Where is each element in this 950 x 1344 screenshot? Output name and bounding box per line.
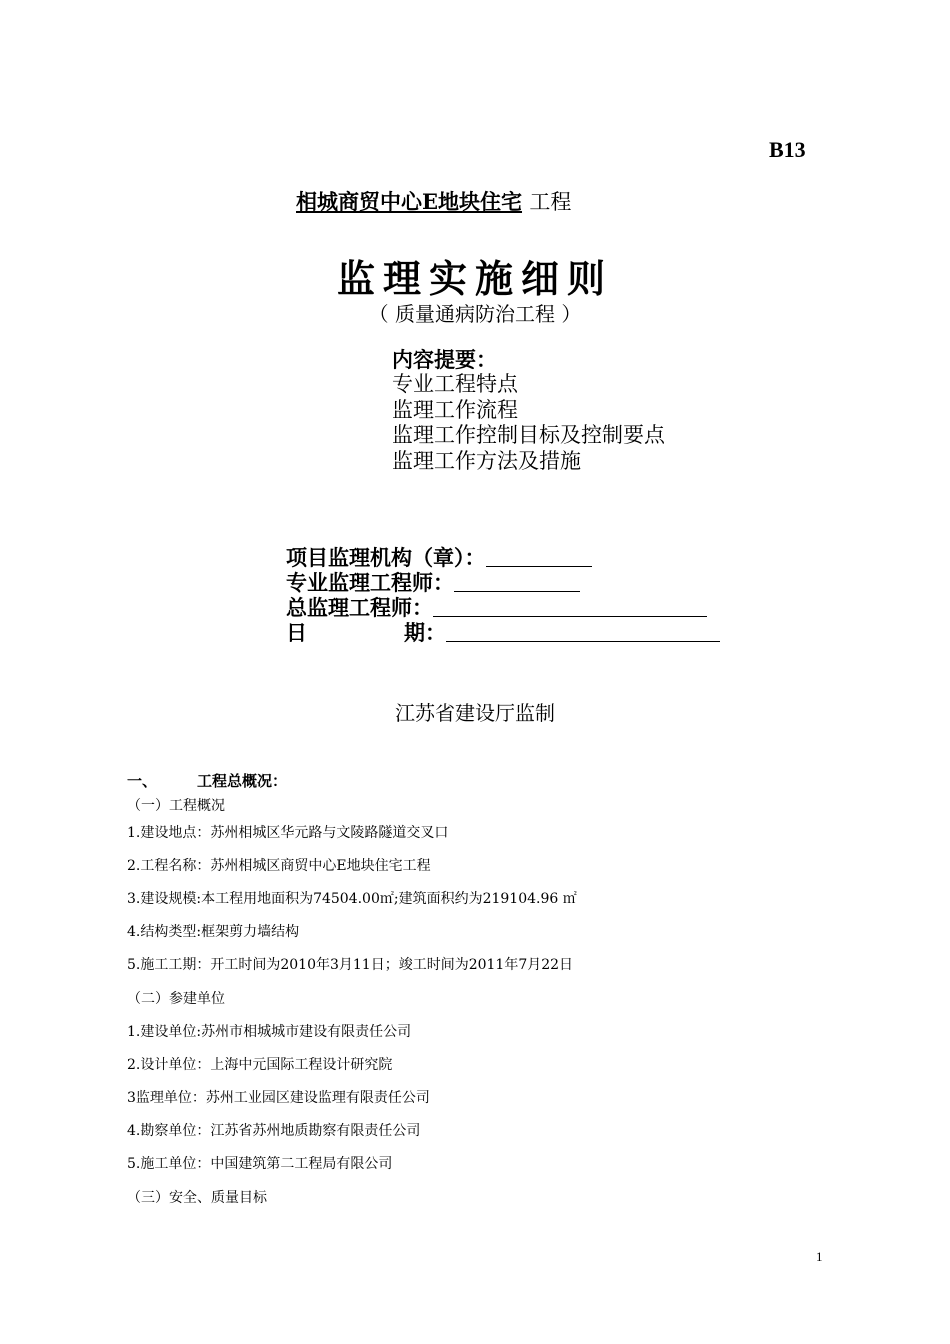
- project-suffix: 工程: [529, 190, 572, 214]
- engineer-blank: [454, 570, 580, 592]
- chief-blank: [433, 595, 707, 617]
- chief-label: 总监理工程师：: [286, 596, 433, 620]
- overview-line: 2.工程名称：苏州相城区商贸中心E地块住宅工程: [127, 858, 431, 874]
- document-title: 监理实施细则: [336, 256, 613, 301]
- signature-row-chief: [286, 595, 707, 621]
- engineer-label: 专业监理工程师：: [286, 571, 454, 595]
- content-summary: [392, 347, 665, 474]
- document-code: B13: [769, 137, 806, 162]
- section-heading: [127, 770, 287, 791]
- date-blank: [446, 620, 720, 642]
- project-title: [296, 186, 571, 216]
- unit-line: 2.设计单位：上海中元国际工程设计研究院: [127, 1057, 393, 1073]
- overview-line: 1.建设地点：苏州相城区华元路与文陵路隧道交叉口: [127, 825, 449, 841]
- summary-heading: 内容提要：: [392, 347, 497, 372]
- unit-line: 1.建设单位:苏州市相城城市建设有限责任公司: [127, 1024, 412, 1040]
- page-number: 1: [816, 1249, 823, 1264]
- document-subtitle: （ 质量通病防治工程 ）: [368, 302, 582, 326]
- overview-line: 3.建设规模:本工程用地面积为74504.00㎡;建筑面积约为219104.96 ㎡: [127, 891, 577, 907]
- overview-line: 4.结构类型:框架剪力墙结构: [127, 924, 300, 940]
- subsection-heading: （二）参建单位: [127, 991, 225, 1007]
- summary-item: 监理工作流程: [392, 397, 518, 422]
- signature-row-date: [286, 620, 720, 646]
- summary-item: 监理工作方法及措施: [392, 448, 581, 473]
- summary-item: 专业工程特点: [392, 372, 518, 396]
- unit-line: 4.勘察单位：江苏省苏州地质勘察有限责任公司: [127, 1123, 421, 1139]
- overview-line: 5.施工工期：开工时间为2010年3月11日；竣工时间为2011年7月22日: [127, 957, 574, 973]
- org-blank: [486, 545, 592, 567]
- section-title: 工程总概况：: [197, 772, 288, 790]
- date-label-a: 日: [286, 621, 307, 645]
- signature-row-org: [286, 545, 592, 571]
- signature-row-engineer: [286, 570, 580, 596]
- unit-line: 3监理单位：苏州工业园区建设监理有限责任公司: [127, 1090, 430, 1106]
- summary-item: 监理工作控制目标及控制要点: [392, 423, 665, 447]
- date-label-b: 期：: [404, 621, 446, 645]
- org-label: 项目监理机构（章）：: [286, 546, 486, 570]
- subsection-heading: （三）安全、质量目标: [127, 1190, 267, 1206]
- subsection-heading: （一）工程概况: [127, 798, 225, 814]
- section-number: 一、: [127, 772, 158, 790]
- project-name: 相城商贸中心E地块住宅: [296, 189, 523, 214]
- unit-line: 5.施工单位：中国建筑第二工程局有限公司: [127, 1156, 393, 1172]
- issuing-department: 江苏省建设厅监制: [395, 701, 555, 725]
